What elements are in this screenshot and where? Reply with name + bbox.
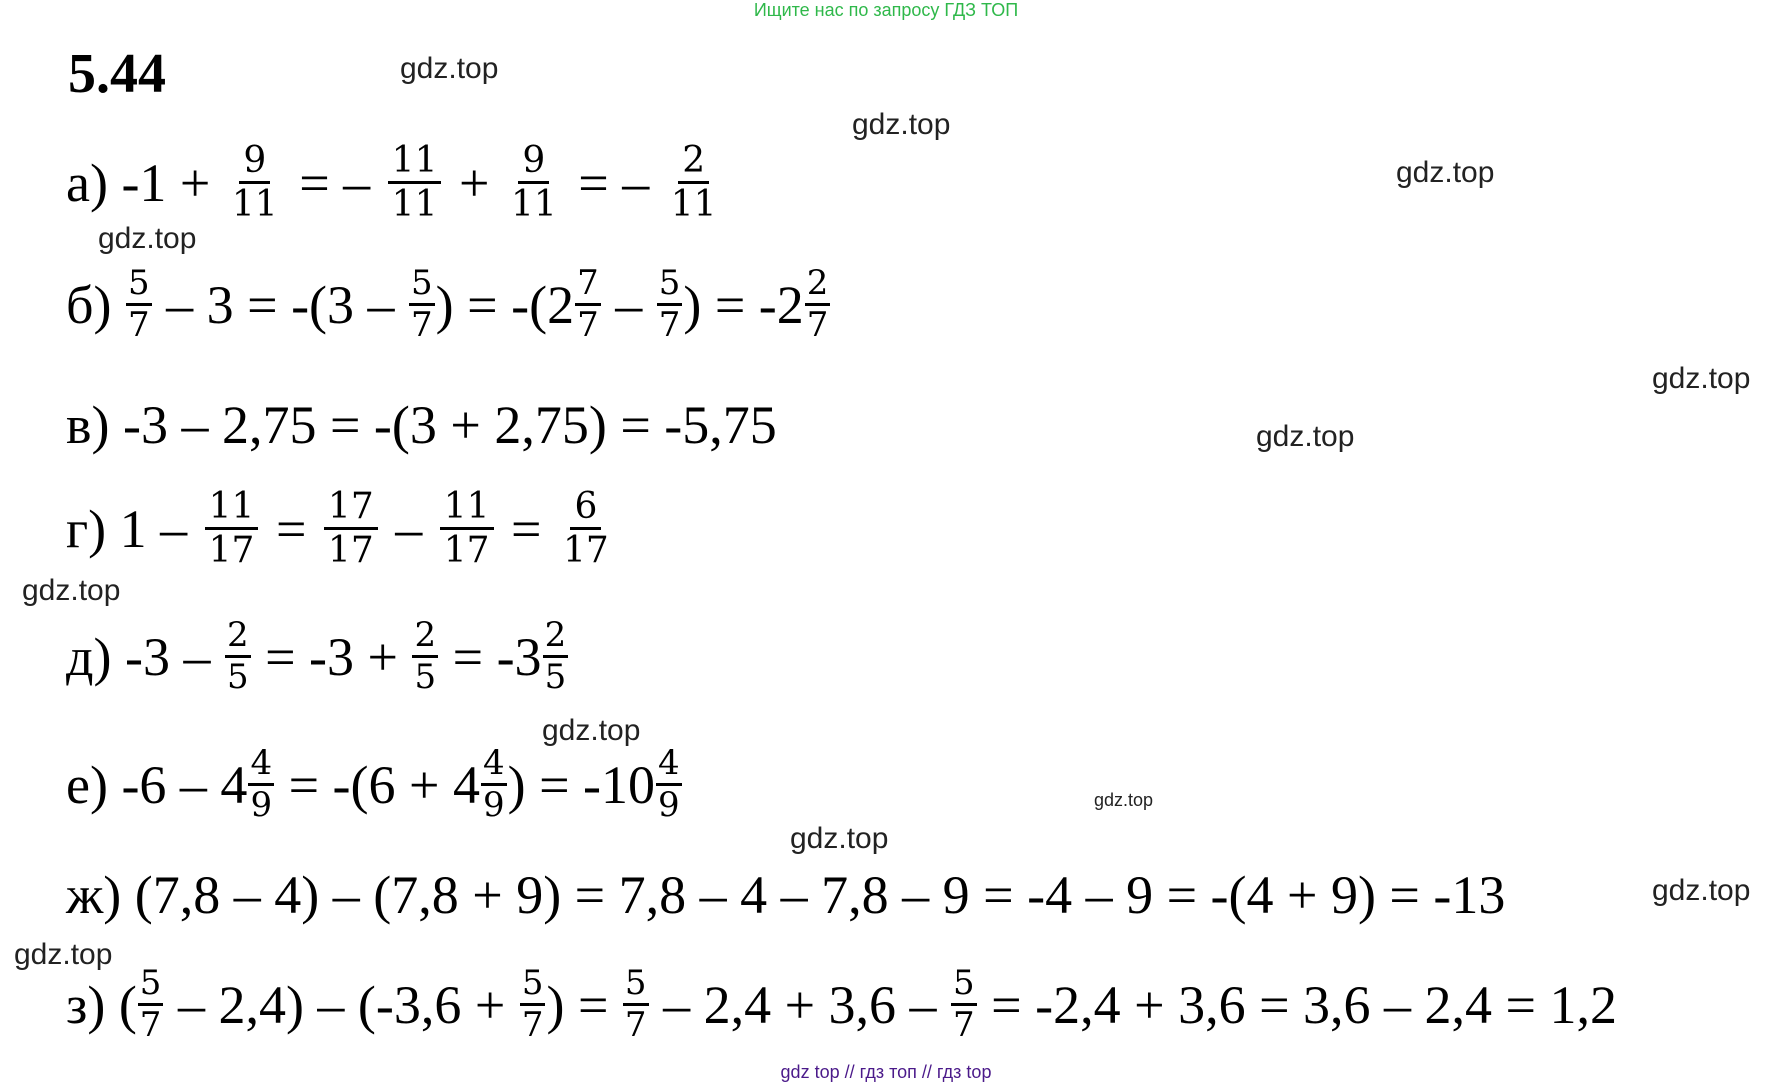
line-text: ) = bbox=[546, 974, 622, 1035]
fraction: $\frac{2}{5}$ bbox=[414, 615, 437, 698]
fraction: $\frac{5}{7}$ bbox=[411, 263, 433, 346]
solution-line-b bbox=[66, 264, 831, 345]
fraction: $\frac{5}{7}$ bbox=[139, 963, 162, 1046]
line-text: ж) (7,8 – 4) – (7,8 + 9) = 7,8 – 4 – 7,8 – 9 = -4 – 9 = -(4 + 9) = -13 bbox=[66, 865, 1506, 925]
task-number: 5.44 bbox=[68, 43, 166, 105]
line-text: ) = -(2 bbox=[435, 274, 575, 335]
fraction: $\frac{5}{7}$ bbox=[127, 263, 150, 346]
fraction: $\frac{6}{17}$ bbox=[563, 486, 609, 572]
watermark: gdz.top bbox=[1652, 874, 1751, 907]
fraction: $\frac{5}{7}$ bbox=[521, 963, 544, 1046]
fraction: $\frac{9}{11}$ bbox=[510, 140, 557, 226]
line-text: в) -3 – 2,75 = -(3 + 2,75) = -5,75 bbox=[66, 395, 777, 455]
solution-line-z bbox=[66, 964, 1617, 1045]
line-text: = bbox=[497, 498, 556, 559]
line-text: – 2,4) – (-3,6 + bbox=[164, 974, 519, 1035]
solution-line-zh bbox=[66, 865, 1506, 925]
line-text: ) = -2 bbox=[683, 274, 804, 335]
watermark: gdz.top bbox=[22, 574, 121, 607]
watermark: gdz.top bbox=[790, 822, 889, 855]
line-text: – bbox=[601, 274, 656, 335]
line-text: = – bbox=[285, 152, 384, 213]
line-text: = -2,4 + 3,6 = 3,6 – 2,4 = 1,2 bbox=[977, 974, 1617, 1035]
line-text: = bbox=[262, 498, 320, 559]
line-text: а) -1 + bbox=[66, 152, 224, 213]
solution-line-a bbox=[66, 140, 725, 226]
line-text: – 2,4 + 3,6 – bbox=[649, 974, 951, 1035]
fraction: $\frac{9}{11}$ bbox=[231, 140, 278, 226]
bottom-watermark: gdz top // гдз топ // гдз top bbox=[780, 1062, 992, 1082]
line-text: + bbox=[445, 152, 503, 213]
line-text: е) -6 – 4 bbox=[66, 754, 248, 815]
fraction: $\frac{2}{5}$ bbox=[226, 615, 249, 698]
watermark: gdz.top bbox=[98, 222, 197, 255]
fraction: $\frac{4}{9}$ bbox=[250, 743, 273, 826]
solution-line-e bbox=[66, 744, 683, 825]
fraction: $\frac{2}{11}$ bbox=[670, 140, 717, 226]
line-text: г) 1 – bbox=[66, 498, 201, 559]
line-text: = -3 + bbox=[251, 626, 412, 687]
top-banner: Ищите нас по запросу ГДЗ ТОП bbox=[753, 0, 1019, 20]
watermark: gdz.top bbox=[1652, 362, 1751, 395]
solution-line-v bbox=[66, 395, 777, 455]
fraction: $\frac{17}{17}$ bbox=[324, 486, 378, 572]
solution-line-d bbox=[66, 616, 569, 697]
line-text: – bbox=[381, 498, 436, 559]
line-text: – 3 = -(3 – bbox=[152, 274, 409, 335]
line-text: = -3 bbox=[439, 626, 542, 687]
fraction: $\frac{5}{7}$ bbox=[624, 963, 647, 1046]
line-text: ) = -10 bbox=[507, 754, 656, 815]
line-text: б) bbox=[66, 274, 125, 335]
fraction: $\frac{11}{11}$ bbox=[388, 140, 442, 226]
solution-line-g bbox=[66, 486, 617, 572]
line-text: = – bbox=[564, 152, 663, 213]
watermark: gdz.top bbox=[14, 938, 113, 971]
fraction: $\frac{2}{5}$ bbox=[544, 615, 567, 698]
fraction: $\frac{5}{7}$ bbox=[953, 963, 975, 1046]
watermark: gdz.top bbox=[542, 714, 641, 747]
watermark: gdz.top bbox=[400, 52, 499, 85]
line-text: = -(6 + 4 bbox=[275, 754, 480, 815]
watermark: gdz.top bbox=[852, 108, 951, 141]
watermark: gdz.top bbox=[1256, 420, 1355, 453]
watermark: gdz.top bbox=[1396, 156, 1495, 189]
fraction: $\frac{2}{7}$ bbox=[806, 263, 829, 346]
fraction: $\frac{5}{7}$ bbox=[658, 263, 681, 346]
fraction: $\frac{4}{9}$ bbox=[658, 743, 680, 826]
watermark: gdz.top bbox=[1094, 790, 1154, 810]
fraction: $\frac{7}{7}$ bbox=[577, 263, 599, 346]
fraction: $\frac{4}{9}$ bbox=[482, 743, 505, 826]
line-text: з) ( bbox=[66, 974, 137, 1035]
fraction: $\frac{11}{17}$ bbox=[440, 486, 494, 572]
line-text: д) -3 – bbox=[66, 626, 224, 687]
fraction: $\frac{11}{17}$ bbox=[205, 486, 259, 572]
